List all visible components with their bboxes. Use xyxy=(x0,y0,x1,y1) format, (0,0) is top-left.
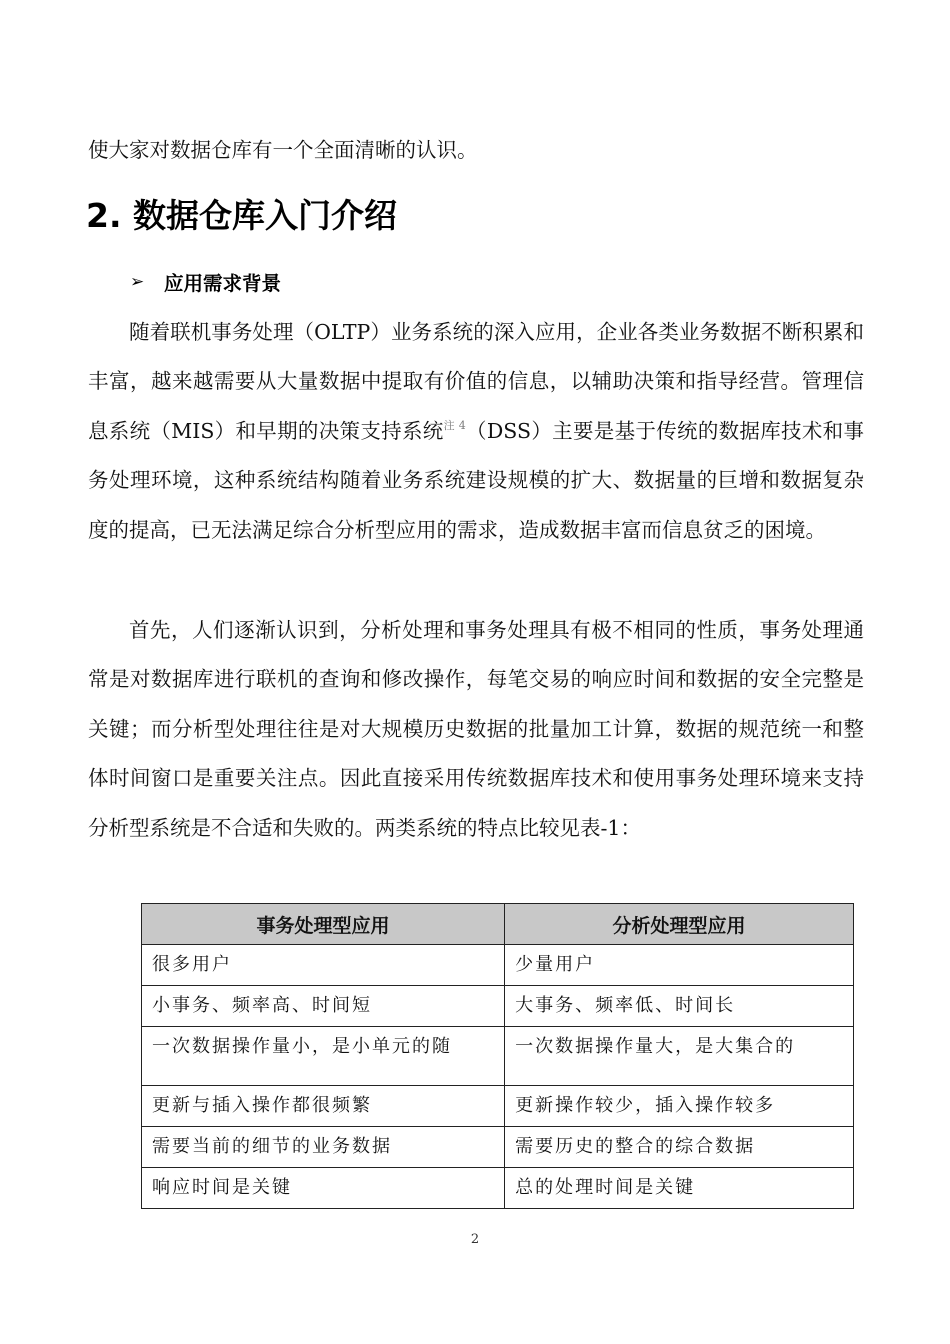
table-cell: 响应时间是关键 xyxy=(142,1168,505,1209)
table-row xyxy=(142,1027,854,1086)
paragraph-2: 首先，人们逐渐认识到，分析处理和事务处理具有极不相同的性质，事务处理通常是对数据库进行联机的查询和修改操作，每笔交易的响应时间和数据的安全完整是关键；而分析型处理往往是对大规模历史数据的批量加工计算，数据的规范统一和整体时间窗口是重要关注点。因此直接采用传统数据库技术和使用事务处理环境来支持分析型系统是不合适和失败的。两类系统的特点比较见表-1： xyxy=(88,618,864,840)
table-cell: 小事务、频率高、时间短 xyxy=(142,986,505,1027)
table-header-row xyxy=(142,904,854,945)
table-cell: 很多用户 xyxy=(142,945,505,986)
paragraph-1-text-a: 随着联机事务处理（OLTP）业务系统的深入应用，企业各类业务数据不断积累和丰富，越来越需要从大量数据中提取有价值的信息，以辅助决策和指导经营。管理信息系统（MIS）和早期的决策支持系统 xyxy=(88,320,864,443)
table-cell: 大事务、频率低、时间长 xyxy=(505,986,854,1027)
table-header-olap: 分析处理型应用 xyxy=(505,904,854,945)
table-row xyxy=(142,1086,854,1127)
table-cell: 总的处理时间是关键 xyxy=(505,1168,854,1209)
table-cell: 需要历史的整合的综合数据 xyxy=(505,1127,854,1168)
table-row xyxy=(142,945,854,986)
footnote-marker: 注 4 xyxy=(443,418,466,432)
table-cell: 更新与插入操作都很频繁 xyxy=(142,1086,505,1127)
arrow-bullet-icon: ➢ xyxy=(130,272,145,292)
table-cell: 更新操作较少，插入操作较多 xyxy=(505,1086,854,1127)
comparison-table xyxy=(141,903,854,1209)
table-row xyxy=(142,1127,854,1168)
bullet-label: 应用需求背景 xyxy=(164,272,282,295)
paragraph-1 xyxy=(88,308,864,555)
table-cell: 一次数据操作量大，是大集合的 xyxy=(505,1027,854,1086)
table-cell: 一次数据操作量小，是小单元的随 xyxy=(142,1027,505,1086)
bullet-item xyxy=(130,262,281,302)
intro-text: 使大家对数据仓库有一个全面清晰的认识。 xyxy=(88,138,478,162)
table-header-oltp: 事务处理型应用 xyxy=(142,904,505,945)
table-row xyxy=(142,1168,854,1209)
paragraph-1-text-b: （DSS）主要是基于传统的数据库技术和事务处理环境，这种系统结构随着业务系统建设规模的扩大、数据量的巨增和数据复杂度的提高，已无法满足综合分析型应用的需求，造成数据丰富而信息贫乏的困境。 xyxy=(88,418,864,542)
table-cell: 少量用户 xyxy=(505,945,854,986)
page-number: 2 xyxy=(470,1232,480,1247)
table-row xyxy=(142,986,854,1027)
table-cell: 需要当前的细节的业务数据 xyxy=(142,1127,505,1168)
section-heading: 2. 数据仓库入门介绍 xyxy=(86,196,397,235)
